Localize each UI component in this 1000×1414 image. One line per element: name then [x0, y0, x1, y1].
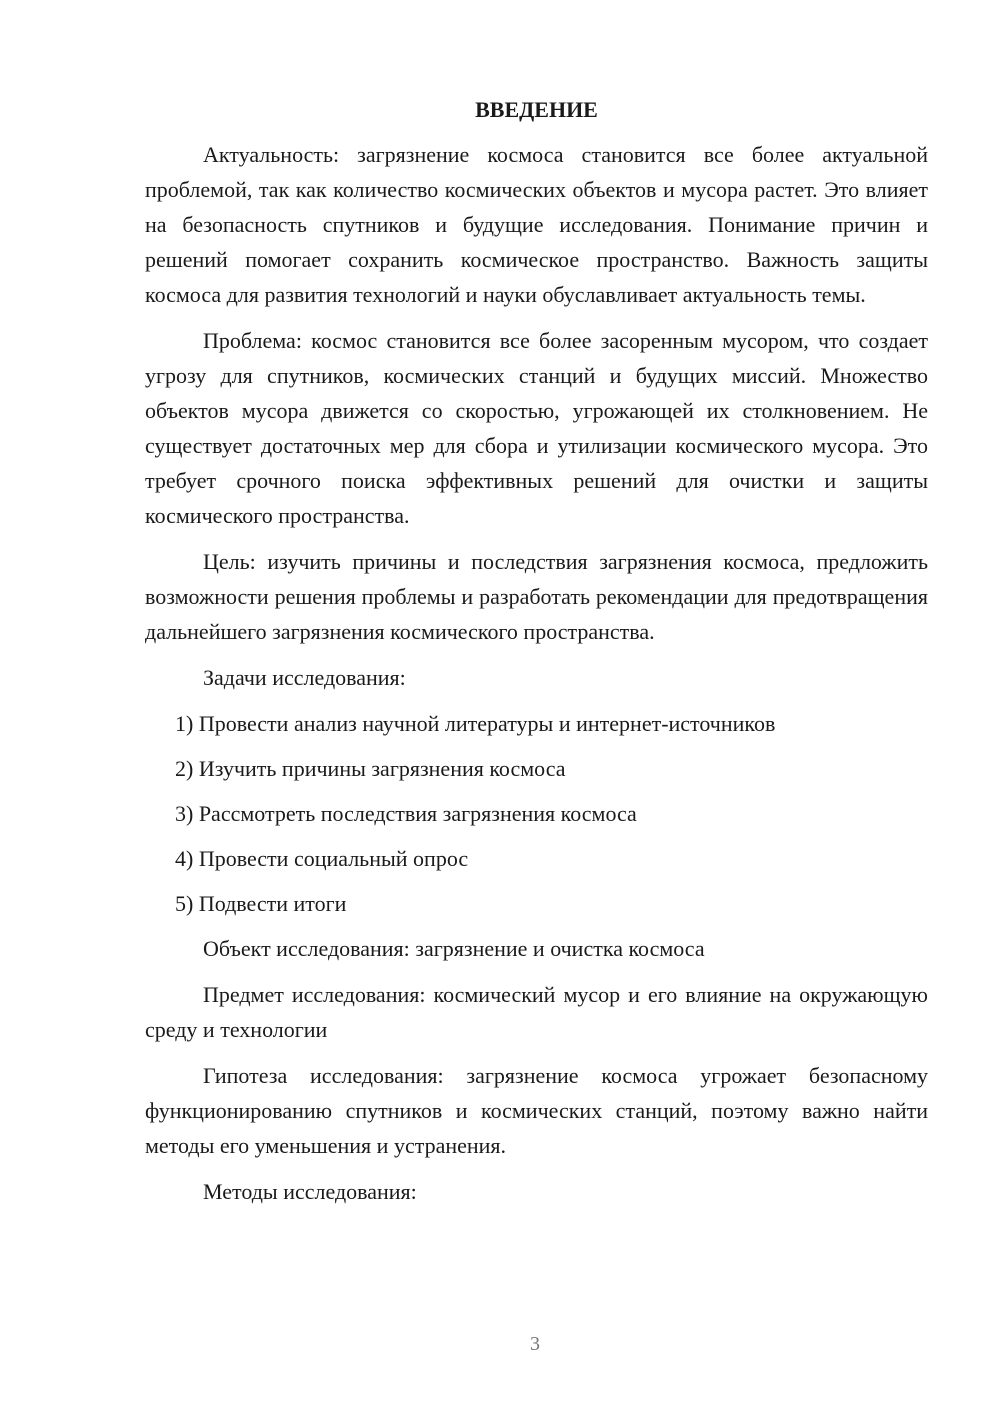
paragraph-problem: Проблема: космос становится все более засоренным мусором, что создает угрозу для спутников, космических станций и будущих миссий. Множество объектов мусора движется со скоростью, угрожающей их столкновением. Не существует достаточных мер для сбора и утилизации космического мусора. Это требует срочного поиска эффективных решений для очистки и защиты космического пространства.: [145, 328, 928, 528]
paragraph-methods-heading: Методы исследования:: [203, 1179, 417, 1204]
document-page: [145, 95, 928, 1220]
paragraph-goal: Цель: изучить причины и последствия загрязнения космоса, предложить возможности решения проблемы и разработать рекомендации для предотвращения дальнейшего загрязнения космического пространства.: [145, 549, 928, 644]
list-item: 3) Рассмотреть последствия загрязнения космоса: [175, 801, 637, 826]
list-item: 5) Подвести итоги: [175, 891, 347, 916]
list-item: 2) Изучить причины загрязнения космоса: [175, 756, 566, 781]
paragraph-relevance: Актуальность: загрязнение космоса становится все более актуальной проблемой, так как количество космических объектов и мусора растет. Это влияет на безопасность спутников и будущие исследования. Понимание причин и решений помогает сохранить космическое пространство. Важность защиты космоса для развития технологий и науки обуславливает актуальность темы.: [145, 142, 928, 307]
page-number: 3: [530, 1333, 540, 1355]
section-title: ВВЕДЕНИЕ: [475, 97, 598, 122]
list-item: 4) Провести социальный опрос: [175, 846, 469, 871]
paragraph-hypothesis: Гипотеза исследования: загрязнение космоса угрожает безопасному функционированию спутников и космических станций, поэтому важно найти методы его уменьшения и устранения.: [145, 1063, 928, 1158]
paragraph-object: Объект исследования: загрязнение и очистка космоса: [203, 936, 705, 961]
paragraph-subject: Предмет исследования: космический мусор и его влияние на окружающую среду и технологии: [145, 982, 928, 1042]
list-item: 1) Провести анализ научной литературы и интернет-источников: [175, 711, 776, 736]
paragraph-tasks-heading: Задачи исследования:: [203, 665, 406, 690]
tasks-list: [145, 706, 928, 921]
